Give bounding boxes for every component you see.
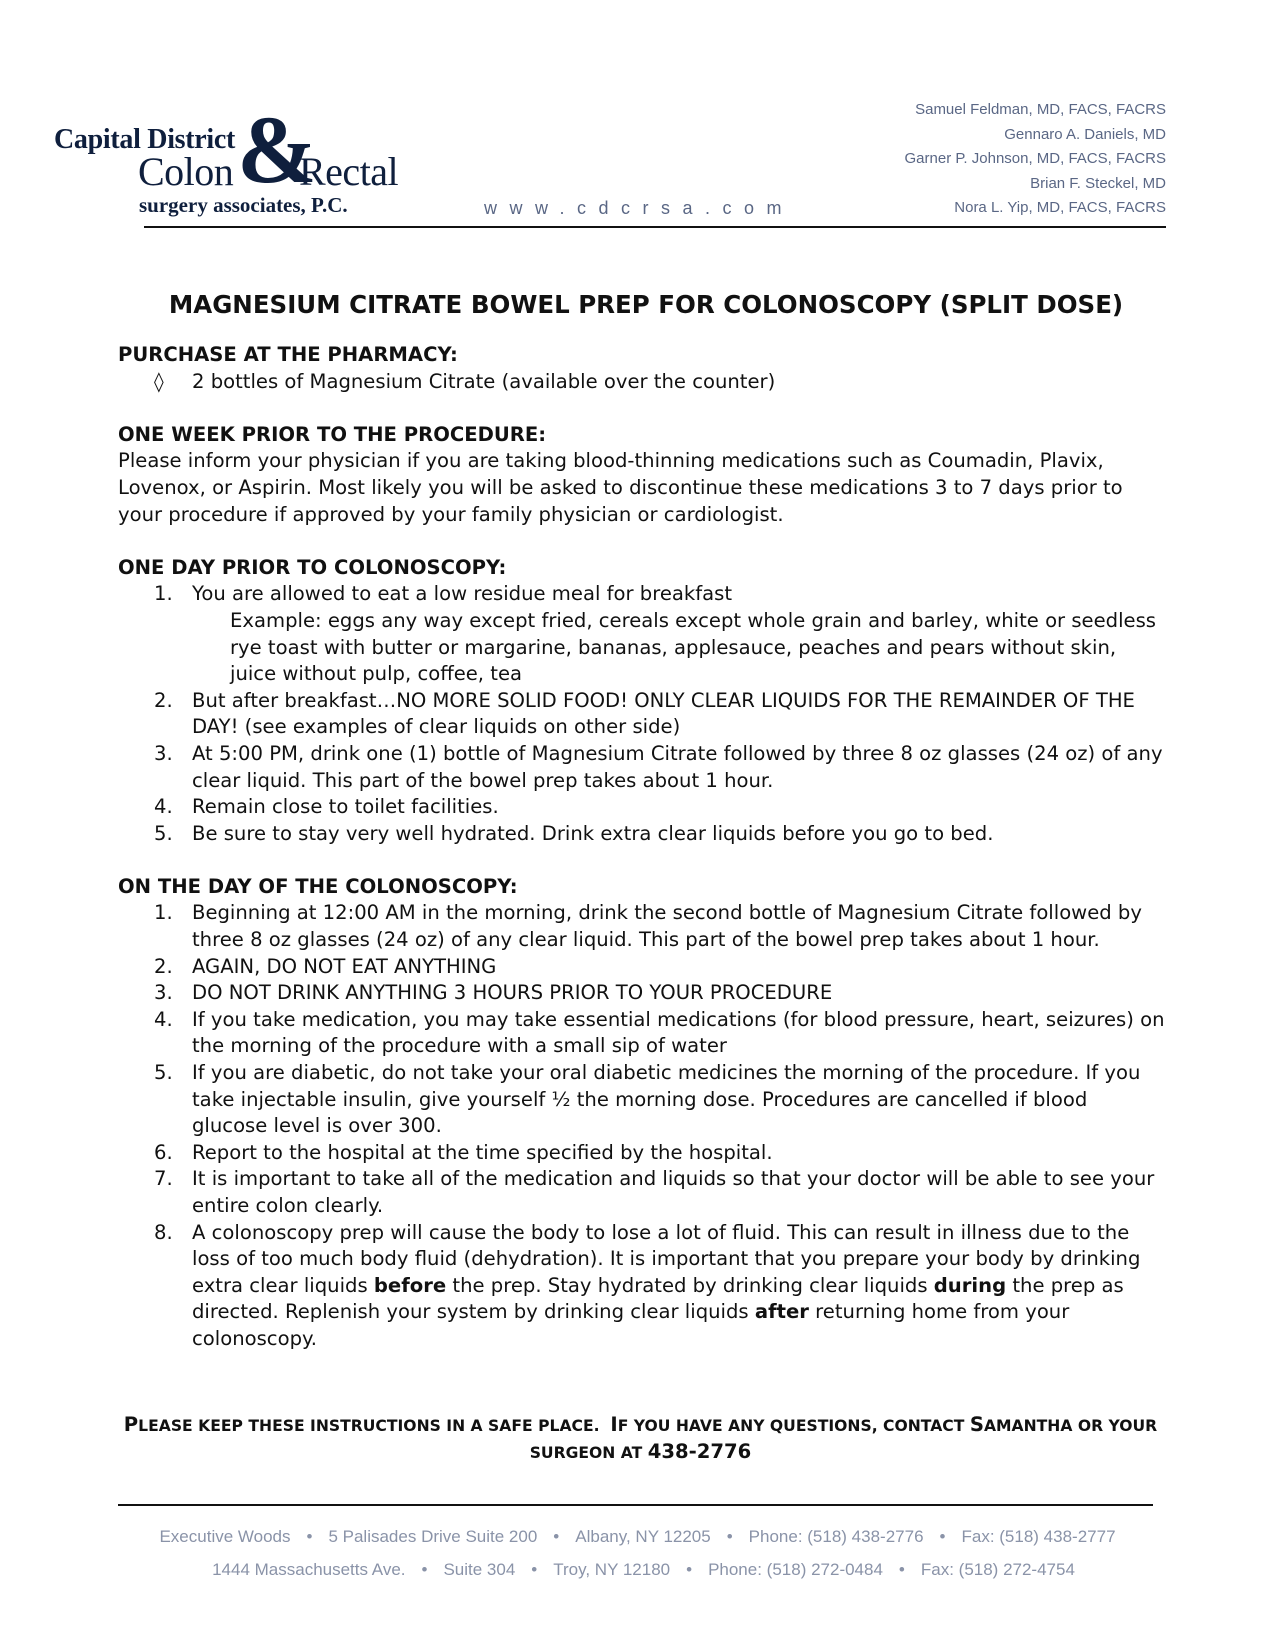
step-number: 6. [154,1140,173,1164]
step-number: 5. [154,1061,173,1085]
emphasis-during: during [933,1273,1007,1297]
step-text: Report to the hospital at the time specified by the hospital. [192,1140,773,1164]
footer-field: Phone: (518) 438-2776 [748,1527,924,1546]
safekeeping-notice [118,1412,1163,1466]
list-item [118,794,1168,821]
separator-bullet-icon: • [421,1560,428,1579]
section-heading-day-prior: ONE DAY PRIOR TO COLONOSCOPY: [118,555,507,579]
notice-text: LEASE KEEP THESE INSTRUCTIONS IN A SAFE PLACE. [138,1417,600,1435]
separator-bullet-icon: • [939,1527,946,1546]
footer-field: Troy, NY 12180 [553,1560,671,1579]
notice-text: F YOU HAVE ANY QUESTIONS, CONTACT [617,1417,965,1435]
physician-name: Garner P. Johnson, MD, FACS, FACRS [904,150,1166,167]
separator-bullet-icon: • [553,1527,560,1546]
step-text: AGAIN, DO NOT EAT ANYTHING [192,954,497,978]
step-number: 1. [154,582,173,606]
step-number: 8. [154,1220,173,1244]
physician-name: Samuel Feldman, MD, FACS, FACRS [915,101,1166,118]
step-text: If you take medication, you may take essential medications (for blood pressure, heart, seizures) on the morning of the procedure with a small sip of water [192,1007,1165,1058]
contact-phone: 438-2776 [647,1440,752,1463]
practice-logo [54,96,414,218]
physician-name: Brian F. Steckel, MD [1030,174,1166,192]
footer-address-albany [0,1527,1275,1547]
step-number: 4. [154,795,173,819]
emphasis-before: before [373,1273,447,1297]
logo-line-colon: Colon [138,149,234,194]
physician-list [905,98,1167,221]
list-item [118,954,1168,981]
step-number: 3. [154,981,173,1005]
step-number: 1. [154,901,173,925]
step-text: the prep. Stay hydrated by drinking clear liquids [446,1273,934,1297]
week-prior-text: Please inform your physician if you are taking blood-thinning medications such as Coumadin, Plavix, Lovenox, or Aspirin. Most likely you will be asked to discontinue these medications 3 to 7 days prior to your procedure if approved by your family physician or cardiologist. [118,449,1123,526]
practice-website: www.cdcrsa.com [484,198,795,218]
instructions-body [118,288,1168,1353]
letterhead-divider [144,226,1166,228]
list-item [118,1166,1168,1219]
breakfast-example: Example: eggs any way except fried, cereals except whole grain and barley, white or seedless rye toast with butter or margarine, bananas, applesauce, peaches and pears without skin, juice without pulp, coffee, tea [230,608,1157,686]
step-number: 7. [154,1167,173,1191]
list-item [118,900,1168,953]
list-item [118,980,1168,1007]
separator-bullet-icon: • [306,1527,313,1546]
section-heading-day-of: ON THE DAY OF THE COLONOSCOPY: [118,874,518,898]
step-text: You are allowed to eat a low residue meal for breakfast [192,582,733,606]
step-text: Remain close to toilet facilities. [192,795,499,819]
step-number: 2. [154,954,173,978]
footer-field: Executive Woods [159,1527,291,1546]
day-of-steps [118,900,1168,1352]
list-item [118,821,1168,848]
step-text: the prep as directed. Replenish your system by drinking clear liquids [192,1273,1124,1324]
purchase-list [118,369,1168,396]
section-heading-purchase: PURCHASE AT THE PHARMACY: [118,343,458,366]
step-text: Beginning at 12:00 AM in the morning, drink the second bottle of Magnesium Citrate followed by three 8 oz glasses (24 oz) of any clear liquid. This part of the bowel prep takes about 1 hour. [192,901,1142,952]
step-text: If you are diabetic, do not take your oral diabetic medicines the morning of the procedure. If you take injectable insulin, give yourself ½ the morning dose. Procedures are cancelled if blood glucose level is over 300. [192,1061,1141,1138]
footer-field: Fax: (518) 438-2777 [961,1527,1116,1546]
list-item [118,581,1168,687]
footer-field: 5 Palisades Drive Suite 200 [328,1527,538,1546]
notice-initial: I [610,1413,618,1436]
step-text: returning home from your colonoscopy. [192,1300,1070,1350]
list-item [118,1140,1168,1167]
list-item [118,688,1168,741]
diamond-bullet-icon: ◊ [154,369,164,393]
list-item [118,1060,1168,1140]
footer-field: Suite 304 [443,1560,516,1579]
logo-line-rectal: Rectal [299,149,399,194]
step-text: It is important to take all of the medication and liquids so that your doctor will be able to see your entire colon clearly. [192,1167,1155,1217]
step-number: 2. [154,688,173,712]
separator-bullet-icon: • [898,1560,905,1579]
footer-field: Albany, NY 12205 [575,1527,711,1546]
step-text: DO NOT DRINK ANYTHING 3 HOURS PRIOR TO YOUR PROCEDURE [192,981,833,1005]
step-text: At 5:00 PM, drink one (1) bottle of Magnesium Citrate followed by three 8 oz glasses (24 oz) of any clear liquid. This part of the bowel prep takes about 1 hour. [192,741,1163,792]
logo-line-associates: surgery associates, P.C. [139,193,348,217]
step-number: 4. [154,1007,173,1031]
footer-field: 1444 Massachusetts Ave. [212,1560,406,1579]
step-text: Be sure to stay very well hydrated. Drink extra clear liquids before you go to bed. [192,821,994,845]
section-heading-week-prior: ONE WEEK PRIOR TO THE PROCEDURE: [118,422,547,446]
emphasis-after: after [754,1300,809,1324]
step-number: 5. [154,821,173,845]
day-prior-steps [118,581,1168,847]
step-text: A colonoscopy prep will cause the body to lose a lot of fluid. This can result in illness due to the loss of too much body fluid (dehydration). It is important that you prepare your body by drinking extra clear liquids [192,1220,1141,1297]
logo-ampersand: & [237,96,317,203]
step-number: 3. [154,741,173,765]
footer-address-troy [0,1560,1275,1580]
physician-name: Nora L. Yip, MD, FACS, FACRS [954,199,1166,216]
notice-initial: P [123,1413,139,1436]
list-item [118,1220,1168,1353]
separator-bullet-icon: • [531,1560,538,1579]
footer-divider [118,1504,1153,1506]
notice-initial: S [969,1413,984,1436]
separator-bullet-icon: • [726,1527,733,1546]
separator-bullet-icon: • [686,1560,693,1579]
footer-field: Phone: (518) 272-0484 [708,1560,883,1579]
notice-text: AMANTHA OR YOUR SURGEON AT [529,1417,1158,1462]
physician-name: Gennaro A. Daniels, MD [1004,125,1166,143]
list-item [154,369,1168,396]
document-title: MAGNESIUM CITRATE BOWEL PREP FOR COLONOSCOPY (SPLIT DOSE) [168,290,1124,319]
step-text: But after breakfast…NO MORE SOLID FOOD! ONLY CLEAR LIQUIDS FOR THE REMAINDER OF THE DAY! (see examples of clear liquids on other side) [192,688,1135,739]
list-item [118,1007,1168,1060]
logo-line-capital-district: Capital District [54,124,236,155]
list-item [118,741,1168,794]
purchase-item-text: 2 bottles of Magnesium Citrate (available over the counter) [192,369,776,393]
footer-field: Fax: (518) 272-4754 [920,1560,1075,1579]
